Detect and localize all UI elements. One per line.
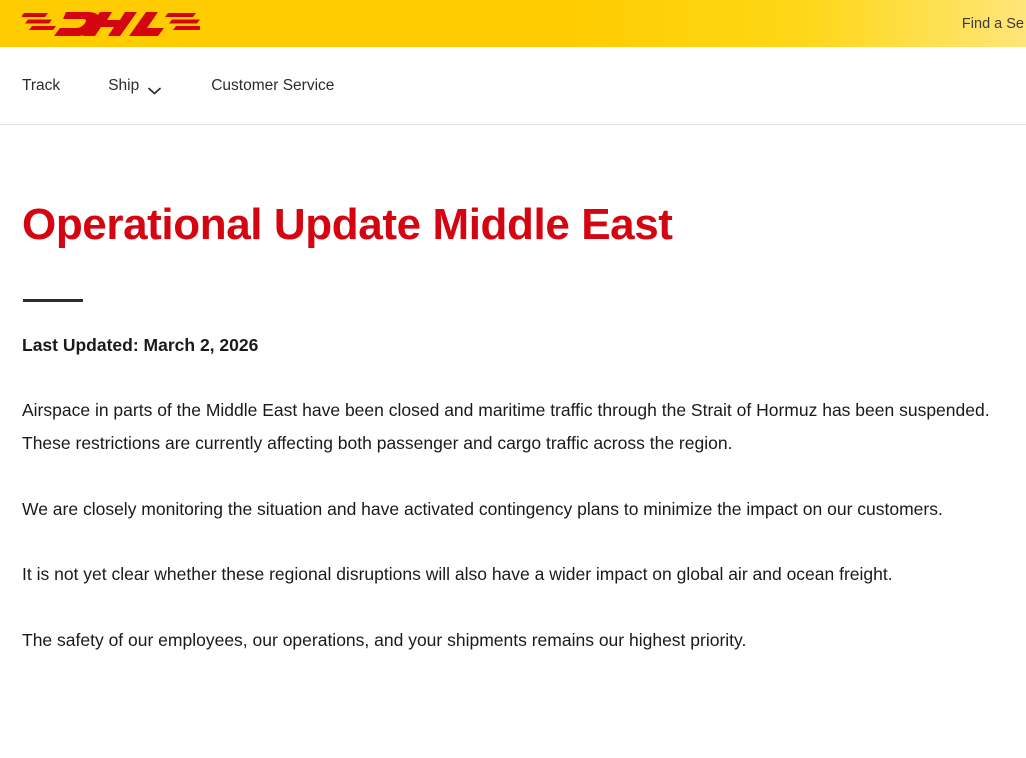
find-a-service-link[interactable]: Find a Se — [961, 15, 1024, 32]
main-content — [0, 201, 1026, 657]
dhl-logo[interactable] — [22, 7, 200, 41]
brand-bar — [0, 0, 1026, 47]
last-updated-text: Last Updated: March 2, 2026 — [22, 334, 259, 355]
brand-bar-right — [962, 0, 1026, 47]
page-title: Operational Update Middle East — [22, 200, 673, 249]
body-paragraph: It is not yet clear whether these regional disruptions will also have a wider impact on global air and ocean freight. — [22, 564, 893, 585]
nav-item-label: Ship — [108, 76, 140, 94]
body-paragraph: The safety of our employees, our operations, and your shipments remains our highest priority. — [22, 629, 747, 650]
nav-item-track[interactable] — [22, 77, 60, 95]
body-paragraph: Airspace in parts of the Middle East have been closed and maritime traffic through the Strait of Hormuz has been suspended. These restrictions are currently affecting both passenger and cargo traffic across the region. — [22, 399, 990, 454]
nav-item-customer-service[interactable] — [211, 77, 334, 95]
main-navigation — [0, 47, 1026, 125]
dhl-logo-icon — [22, 7, 200, 41]
nav-item-label: Track — [22, 76, 61, 94]
chevron-down-icon — [148, 82, 161, 90]
title-divider — [23, 299, 83, 302]
nav-item-ship[interactable] — [108, 77, 161, 95]
nav-item-label: Customer Service — [211, 76, 335, 94]
body-paragraph: We are closely monitoring the situation and have activated contingency plans to minimize the impact on our customers. — [22, 498, 943, 519]
